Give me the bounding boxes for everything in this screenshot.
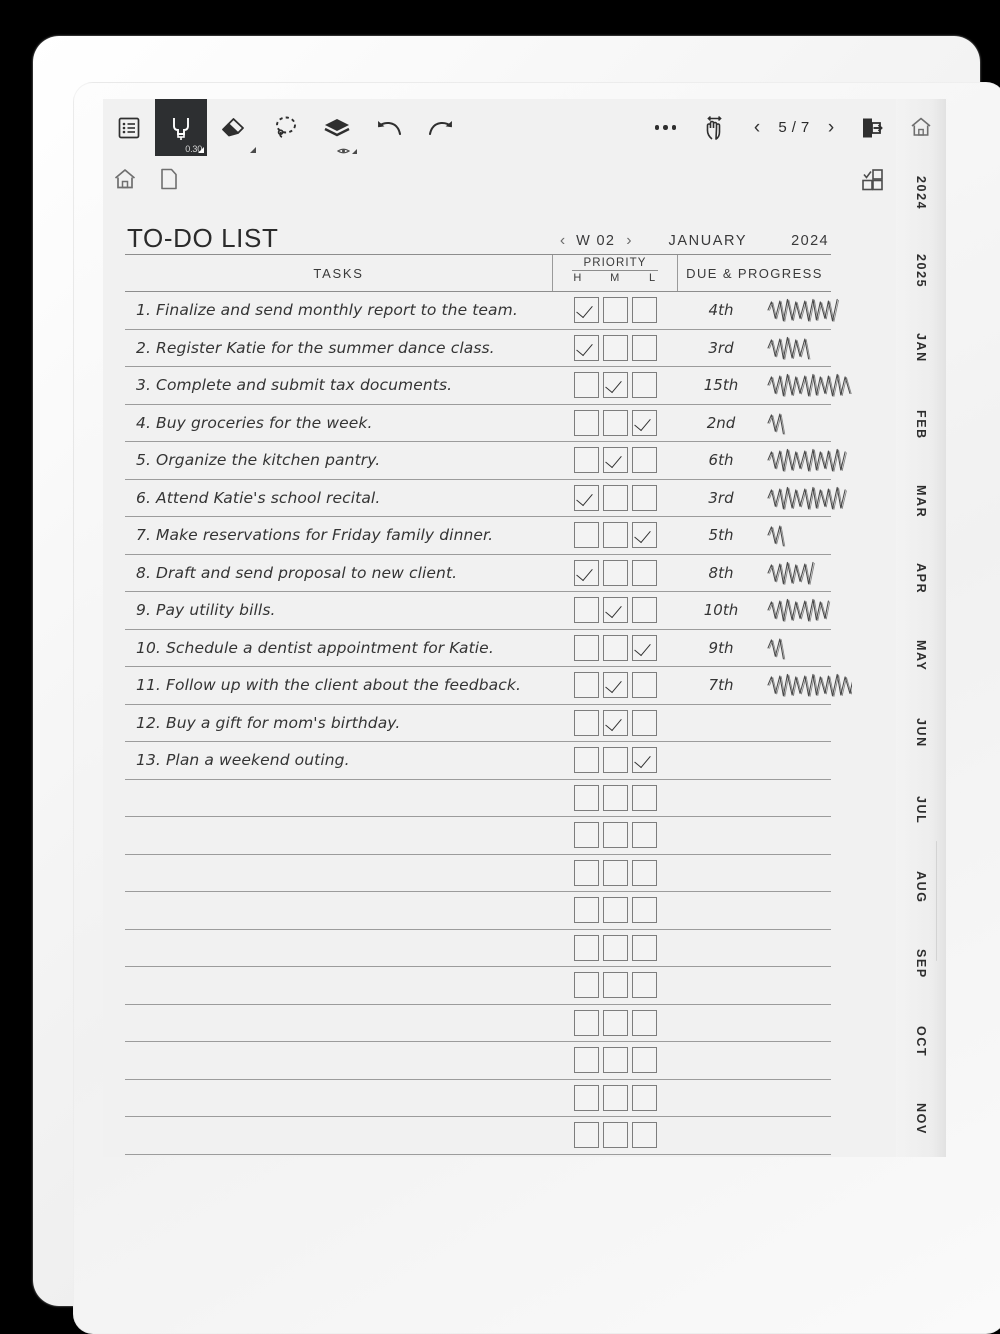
priority-checkbox-group: [552, 822, 678, 848]
due-date: 3rd: [708, 338, 734, 357]
due-date: 10th: [703, 601, 739, 620]
priority-level-l: L: [648, 272, 656, 284]
table-row[interactable]: [125, 1117, 831, 1155]
table-row[interactable]: [125, 1080, 831, 1118]
table-row[interactable]: [125, 930, 831, 968]
progress-scribble: [764, 818, 831, 852]
table-row[interactable]: [125, 330, 831, 368]
dot: [663, 125, 668, 130]
priority-checkbox-m[interactable]: [603, 635, 628, 661]
priority-checkbox-m[interactable]: [603, 1010, 628, 1036]
priority-checkbox-l[interactable]: [632, 822, 657, 848]
progress-scribble: [764, 1081, 831, 1115]
priority-checkbox-m[interactable]: [603, 485, 628, 511]
home-icon[interactable]: [103, 156, 147, 202]
priority-levels: [559, 272, 671, 284]
menu-list-icon[interactable]: [103, 99, 155, 156]
eraser-icon[interactable]: [207, 99, 259, 156]
priority-checkbox-h[interactable]: [574, 785, 599, 811]
task-text: 5. Organize the kitchen pantry.: [136, 451, 381, 470]
priority-checkbox-h[interactable]: [574, 935, 599, 961]
priority-checkbox-group: [552, 672, 678, 698]
priority-level-m: M: [610, 272, 620, 284]
priority-checkbox-h[interactable]: [574, 1047, 599, 1073]
column-header: [125, 254, 831, 292]
progress-scribble: [764, 968, 831, 1002]
lasso-select-icon[interactable]: [259, 99, 311, 156]
priority-checkbox-l[interactable]: [632, 785, 657, 811]
priority-checkbox-m[interactable]: [603, 522, 628, 548]
task-text: 13. Plan a weekend outing.: [136, 751, 350, 770]
table-row[interactable]: [125, 442, 831, 480]
priority-checkbox-m[interactable]: [603, 447, 628, 473]
progress-scribble: [764, 443, 852, 477]
priority-checkbox-group: [552, 560, 678, 586]
table-row[interactable]: [125, 630, 831, 668]
exit-icon[interactable]: [846, 99, 896, 156]
page-title: TO-DO LIST: [127, 223, 279, 253]
progress-scribble: [764, 406, 852, 440]
priority-checkbox-l[interactable]: [632, 335, 657, 361]
priority-checkbox-m[interactable]: [603, 672, 628, 698]
progress-scribble: [764, 743, 831, 777]
pen-icon[interactable]: [155, 99, 207, 156]
priority-checkbox-group: [552, 372, 678, 398]
sidebar-tab-feb[interactable]: FEB: [914, 409, 928, 440]
table-row[interactable]: [125, 817, 831, 855]
priority-checkbox-m[interactable]: [603, 410, 628, 436]
sidebar-tab-sep[interactable]: SEP: [914, 949, 928, 980]
eraser-expand-icon[interactable]: [250, 147, 256, 153]
progress-scribble: [764, 556, 852, 590]
table-row[interactable]: [125, 742, 831, 780]
sidebar-tab-nov[interactable]: NOV: [914, 1102, 928, 1135]
task-text: 12. Buy a gift for mom's birthday.: [136, 713, 401, 732]
priority-checkbox-h[interactable]: [574, 485, 599, 511]
due-date: 7th: [708, 676, 734, 695]
priority-checkbox-group: [552, 597, 678, 623]
table-row[interactable]: [125, 592, 831, 630]
priority-checkbox-group: [552, 485, 678, 511]
prev-week-button[interactable]: ‹: [559, 232, 566, 249]
priority-checkbox-l[interactable]: [632, 972, 657, 998]
priority-checkbox-h[interactable]: [574, 597, 599, 623]
table-row[interactable]: [125, 855, 831, 893]
priority-checkbox-group: [552, 860, 678, 886]
priority-checkbox-l[interactable]: [632, 710, 657, 736]
priority-checkbox-l[interactable]: [632, 1047, 657, 1073]
table-row[interactable]: [125, 1005, 831, 1043]
pen-size-label: 0.30: [185, 144, 202, 154]
priority-checkbox-h[interactable]: [574, 860, 599, 886]
priority-checkbox-h[interactable]: [574, 710, 599, 736]
priority-checkbox-m[interactable]: [603, 1085, 628, 1111]
sidebar-tab-jul[interactable]: JUL: [914, 795, 928, 825]
page-sheet: [103, 202, 853, 1157]
priority-level-h: H: [573, 272, 582, 284]
priority-checkbox-l[interactable]: [632, 522, 657, 548]
priority-checkbox-group: [552, 1085, 678, 1111]
task-text: 9. Pay utility bills.: [136, 601, 276, 620]
due-date: 5th: [708, 526, 734, 545]
priority-checkbox-l[interactable]: [632, 410, 657, 436]
week-selector: [549, 232, 829, 254]
priority-checkbox-h[interactable]: [574, 410, 599, 436]
progress-scribble: [764, 481, 852, 515]
table-row[interactable]: [125, 555, 831, 593]
table-row[interactable]: [125, 517, 831, 555]
due-date: 6th: [708, 451, 734, 470]
progress-scribble: [764, 518, 852, 552]
page-counter: 5 / 7: [778, 119, 810, 136]
priority-checkbox-m[interactable]: [603, 972, 628, 998]
priority-checkbox-h[interactable]: [574, 747, 599, 773]
priority-checkbox-m[interactable]: [603, 747, 628, 773]
priority-divider: [572, 270, 658, 271]
table-row[interactable]: [125, 780, 831, 818]
column-header-due-progress: DUE & PROGRESS: [686, 265, 823, 281]
priority-checkbox-h[interactable]: [574, 372, 599, 398]
sidebar-home-icon[interactable]: [896, 99, 946, 155]
table-row[interactable]: [125, 292, 831, 330]
priority-checkbox-l[interactable]: [632, 1010, 657, 1036]
priority-checkbox-group: [552, 297, 678, 323]
sidebar-tab-jun[interactable]: JUN: [914, 718, 928, 748]
priority-checkbox-m[interactable]: [603, 335, 628, 361]
table-row[interactable]: [125, 705, 831, 743]
due-date: 3rd: [708, 488, 734, 507]
priority-checkbox-group: [552, 935, 678, 961]
priority-checkbox-h[interactable]: [574, 560, 599, 586]
priority-checkbox-l[interactable]: [632, 372, 657, 398]
priority-checkbox-l[interactable]: [632, 860, 657, 886]
priority-checkbox-m[interactable]: [603, 597, 628, 623]
priority-checkbox-group: [552, 335, 678, 361]
priority-checkbox-h[interactable]: [574, 672, 599, 698]
table-row[interactable]: [125, 667, 831, 705]
priority-checkbox-h[interactable]: [574, 972, 599, 998]
task-text: 8. Draft and send proposal to new client.: [136, 563, 458, 582]
sidebar-tab-2025[interactable]: 2025: [914, 253, 928, 288]
next-page-button[interactable]: ›: [827, 116, 835, 138]
task-text: 1. Finalize and send monthly report to the team.: [136, 301, 518, 320]
progress-scribble: [764, 368, 852, 402]
due-date: 9th: [708, 638, 734, 657]
due-date: 15th: [703, 376, 739, 395]
priority-checkbox-l[interactable]: [632, 297, 657, 323]
priority-checkbox-m[interactable]: [603, 710, 628, 736]
page-icon[interactable]: [147, 156, 191, 202]
priority-checkbox-m[interactable]: [603, 785, 628, 811]
progress-scribble: [764, 893, 831, 927]
priority-checkbox-group: [552, 410, 678, 436]
task-text: 11. Follow up with the client about the feedback.: [136, 676, 521, 695]
priority-checkbox-m[interactable]: [603, 560, 628, 586]
column-header-tasks: TASKS: [313, 265, 364, 281]
pan-hand-icon[interactable]: [690, 99, 742, 156]
priority-checkbox-h[interactable]: [574, 297, 599, 323]
priority-checkbox-group: [552, 1010, 678, 1036]
priority-checkbox-l[interactable]: [632, 1085, 657, 1111]
table-row[interactable]: [125, 1042, 831, 1080]
progress-scribble: [764, 293, 852, 327]
table-row[interactable]: [125, 892, 831, 930]
priority-checkbox-l[interactable]: [632, 672, 657, 698]
task-rows: [125, 292, 831, 1155]
next-week-button[interactable]: ›: [626, 232, 632, 249]
sidebar-tab-2024[interactable]: 2024: [914, 176, 928, 211]
tablet-screen: [103, 99, 896, 1157]
progress-scribble: [764, 631, 852, 665]
priority-checkbox-h[interactable]: [574, 335, 599, 361]
progress-scribble: [764, 706, 831, 740]
page-navigation: [742, 99, 846, 156]
task-text: 2. Register Katie for the summer dance class.: [136, 338, 495, 357]
undo-icon[interactable]: [363, 99, 415, 156]
table-row[interactable]: [125, 405, 831, 443]
sidebar-tab-jan[interactable]: JAN: [914, 332, 928, 363]
priority-checkbox-h[interactable]: [574, 1122, 599, 1148]
more-options-button[interactable]: [641, 99, 691, 156]
task-text: 3. Complete and submit tax documents.: [136, 376, 453, 395]
priority-title: PRIORITY: [583, 257, 647, 269]
priority-checkbox-l[interactable]: [632, 1122, 657, 1148]
priority-checkbox-l[interactable]: [632, 597, 657, 623]
week-label: W 02: [576, 233, 616, 249]
priority-checkbox-l[interactable]: [632, 897, 657, 923]
progress-scribble: [764, 593, 852, 627]
priority-checkbox-h[interactable]: [574, 897, 599, 923]
secondary-toolbar: [103, 156, 896, 202]
sidebar-tab-apr[interactable]: APR: [914, 563, 928, 595]
priority-checkbox-l[interactable]: [632, 485, 657, 511]
priority-checkbox-h[interactable]: [574, 1085, 599, 1111]
month-sidebar: [896, 99, 946, 1157]
priority-checkbox-group: [552, 522, 678, 548]
table-row[interactable]: [125, 367, 831, 405]
task-text: 6. Attend Katie's school recital.: [136, 488, 381, 507]
priority-checkbox-group: [552, 897, 678, 923]
priority-checkbox-h[interactable]: [574, 822, 599, 848]
due-date: 4th: [708, 301, 734, 320]
templates-checklist-icon[interactable]: [852, 156, 896, 202]
priority-checkbox-l[interactable]: [632, 560, 657, 586]
layers-icon[interactable]: [311, 99, 363, 156]
priority-checkbox-l[interactable]: [632, 935, 657, 961]
priority-checkbox-m[interactable]: [603, 860, 628, 886]
due-date: 8th: [708, 563, 734, 582]
sidebar-tab-oct[interactable]: OCT: [914, 1025, 928, 1057]
priority-checkbox-group: [552, 972, 678, 998]
sidebar-scroll-indicator[interactable]: [936, 841, 937, 961]
priority-checkbox-group: [552, 635, 678, 661]
table-row[interactable]: [125, 967, 831, 1005]
progress-scribble: [764, 856, 831, 890]
priority-checkbox-m[interactable]: [603, 297, 628, 323]
sidebar-tab-aug[interactable]: AUG: [914, 870, 928, 904]
sidebar-tab-may[interactable]: MAY: [914, 640, 928, 672]
task-text: 7. Make reservations for Friday family dinner.: [136, 526, 494, 545]
progress-scribble: [764, 1006, 831, 1040]
pen-expand-icon[interactable]: [198, 147, 204, 153]
priority-checkbox-group: [552, 447, 678, 473]
priority-checkbox-h[interactable]: [574, 1010, 599, 1036]
priority-checkbox-m[interactable]: [603, 1122, 628, 1148]
year-label: 2024: [791, 233, 829, 249]
progress-scribble: [764, 1043, 831, 1077]
table-row[interactable]: [125, 480, 831, 518]
priority-checkbox-m[interactable]: [603, 935, 628, 961]
progress-scribble: [764, 1118, 831, 1152]
task-text: 10. Schedule a dentist appointment for Katie.: [136, 638, 494, 657]
progress-scribble: [764, 931, 831, 965]
due-date: 2nd: [706, 413, 736, 432]
title-row: [125, 202, 831, 254]
priority-checkbox-l[interactable]: [632, 747, 657, 773]
priority-checkbox-m[interactable]: [603, 1047, 628, 1073]
priority-checkbox-m[interactable]: [603, 897, 628, 923]
priority-checkbox-group: [552, 1047, 678, 1073]
priority-checkbox-l[interactable]: [632, 447, 657, 473]
progress-scribble: [764, 668, 852, 702]
priority-checkbox-m[interactable]: [603, 822, 628, 848]
priority-checkbox-group: [552, 710, 678, 736]
sidebar-tab-mar[interactable]: MAR: [914, 485, 928, 519]
task-text: 4. Buy groceries for the week.: [136, 413, 373, 432]
month-label: JANUARY: [668, 233, 748, 249]
priority-checkbox-l[interactable]: [632, 635, 657, 661]
priority-checkbox-h[interactable]: [574, 522, 599, 548]
progress-scribble: [764, 331, 852, 365]
column-header-priority: [552, 255, 678, 291]
priority-checkbox-group: [552, 785, 678, 811]
layers-visibility-icon[interactable]: [337, 147, 357, 155]
redo-icon[interactable]: [415, 99, 467, 156]
prev-page-button[interactable]: ‹: [753, 116, 761, 138]
top-toolbar: [103, 99, 896, 156]
progress-scribble: [764, 781, 831, 815]
priority-checkbox-group: [552, 1122, 678, 1148]
priority-checkbox-m[interactable]: [603, 372, 628, 398]
priority-checkbox-group: [552, 747, 678, 773]
priority-checkbox-h[interactable]: [574, 447, 599, 473]
dot: [655, 125, 660, 130]
dot: [672, 125, 677, 130]
priority-checkbox-h[interactable]: [574, 635, 599, 661]
